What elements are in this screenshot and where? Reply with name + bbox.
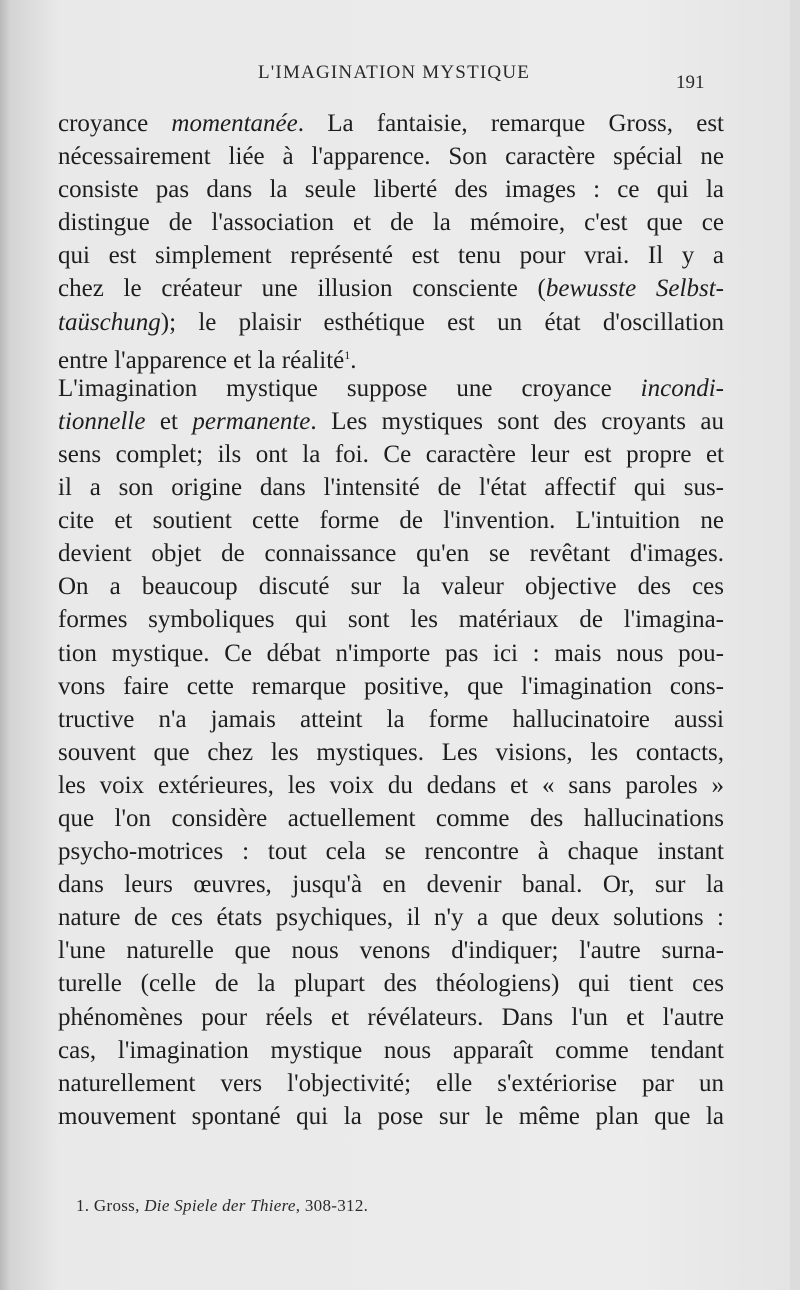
- line-text: que l'on considère actuellement comme des hallucinations: [58, 804, 724, 832]
- line-text: chez le créateur une illusion consciente (: [58, 275, 546, 303]
- italic-text: bewusste Selbst-: [545, 275, 724, 303]
- text-line: [58, 206, 724, 239]
- italic-text: momentanée: [171, 110, 298, 137]
- text-line: [58, 835, 724, 868]
- line-text: ); le plaisir esthétique est un état d'oscillation: [160, 308, 724, 336]
- text-line: [58, 736, 724, 769]
- text-line: [58, 637, 724, 670]
- line-text: On a beaucoup discuté sur la valeur objective des ces: [58, 573, 724, 601]
- line-text: naturellement vers l'objectivité; elle s'extériorise par un: [58, 1069, 724, 1097]
- text-line: [58, 670, 724, 703]
- line-text: tion mystique. Ce débat n'importe pas ici : mais nous pou-: [58, 639, 724, 667]
- running-title: L'IMAGINATION MYSTIQUE: [258, 62, 531, 83]
- line-text: vons faire cette remarque positive, que l'imagination cons-: [58, 672, 724, 700]
- line-text: qui est simplement représenté est tenu pour vrai. Il y a: [58, 242, 724, 270]
- text-line: [58, 173, 724, 206]
- page-number: 191: [676, 72, 705, 93]
- text-line: [58, 107, 724, 140]
- text-line: [58, 438, 724, 471]
- text-line: [58, 339, 724, 372]
- line-text: consiste pas dans la seule liberté des images : ce qui la: [58, 176, 724, 204]
- line-text: et: [145, 407, 193, 435]
- line-text: croyance: [58, 110, 172, 137]
- line-text: souvent que chez les mystiques. Les visions, les contacts,: [58, 738, 724, 766]
- italic-text: permanente: [192, 407, 311, 435]
- text-line: [58, 140, 724, 173]
- line-text: il a son origine dans l'intensité de l'état affectif qui sus-: [58, 474, 724, 502]
- line-text: . Les mystiques sont des croyants au: [310, 407, 725, 435]
- line-text: phénomènes pour réels et révélateurs. Dans l'un et l'autre: [58, 1003, 724, 1031]
- text-line: [58, 239, 724, 272]
- text-line: [58, 471, 724, 504]
- line-text: formes symboliques qui sont les matériaux de l'imagina-: [58, 606, 724, 634]
- line-text: distingue de l'association et de la mémoire, c'est que ce: [58, 209, 724, 237]
- footnote-pages: , 308-312.: [295, 1196, 369, 1215]
- text-line: [58, 306, 724, 339]
- line-text: l'une naturelle que nous venons d'indiquer; l'autre surna-: [58, 937, 724, 965]
- footnote: [76, 1196, 368, 1216]
- italic-text: tionnelle: [58, 407, 146, 435]
- body-text: [58, 107, 724, 1133]
- text-line: [58, 603, 724, 636]
- text-line: [58, 901, 724, 934]
- text-line: [58, 769, 724, 802]
- line-text: cas, l'imagination mystique nous apparaît comme tendant: [58, 1036, 724, 1064]
- footnote-number: 1.: [76, 1196, 90, 1215]
- text-line: [58, 372, 724, 405]
- page-header: [0, 62, 800, 92]
- text-line: [58, 1001, 724, 1034]
- text-line: [58, 868, 724, 901]
- text-line: [58, 967, 724, 1000]
- line-text: psycho-motrices : tout cela se rencontre à chaque instant: [58, 838, 724, 866]
- line-text: nécessairement liée à l'apparence. Son caractère spécial ne: [58, 143, 724, 171]
- line-text: sens complet; ils ont la foi. Ce caractère leur est propre et: [58, 440, 724, 468]
- text-line: [58, 537, 724, 570]
- footnote-ref: 1: [344, 347, 351, 362]
- text-line: [58, 1100, 724, 1133]
- line-text: . La fantaisie, remarque Gross, est: [297, 110, 724, 137]
- line-text: dans leurs œuvres, jusqu'à en devenir banal. Or, sur la: [58, 871, 724, 899]
- text-line: [58, 703, 724, 736]
- line-text: entre l'apparence et la réalité: [58, 346, 345, 374]
- italic-text: incondi-: [640, 374, 724, 402]
- text-line: [58, 934, 724, 967]
- page-shadow-edge: [0, 0, 12, 1290]
- line-text: cite et soutient cette forme de l'invention. L'intuition ne: [58, 507, 724, 535]
- line-text: les voix extérieures, les voix du dedans et « sans paroles »: [58, 771, 724, 799]
- text-line: [58, 802, 724, 835]
- text-line: [58, 1034, 724, 1067]
- line-text: .: [350, 346, 357, 374]
- text-line: [58, 1067, 724, 1100]
- footnote-author: Gross,: [93, 1196, 140, 1215]
- line-text: mouvement spontané qui la pose sur le même plan que la: [58, 1102, 724, 1130]
- line-text: turelle (celle de la plupart des théologiens) qui tient ces: [58, 970, 724, 998]
- line-text: nature de ces états psychiques, il n'y a que deux solutions :: [58, 904, 724, 932]
- line-text: tructive n'a jamais atteint la forme hallucinatoire aussi: [58, 705, 724, 733]
- footnote-title: Die Spiele der Thiere: [144, 1196, 296, 1215]
- line-text: L'imagination mystique suppose une croyance: [58, 374, 641, 402]
- text-line: [58, 504, 724, 537]
- text-line: [58, 570, 724, 603]
- text-line: [58, 405, 724, 438]
- text-line: [58, 272, 724, 305]
- italic-text: taüschung: [58, 308, 161, 336]
- line-text: devient objet de connaissance qu'en se revêtant d'images.: [58, 540, 724, 568]
